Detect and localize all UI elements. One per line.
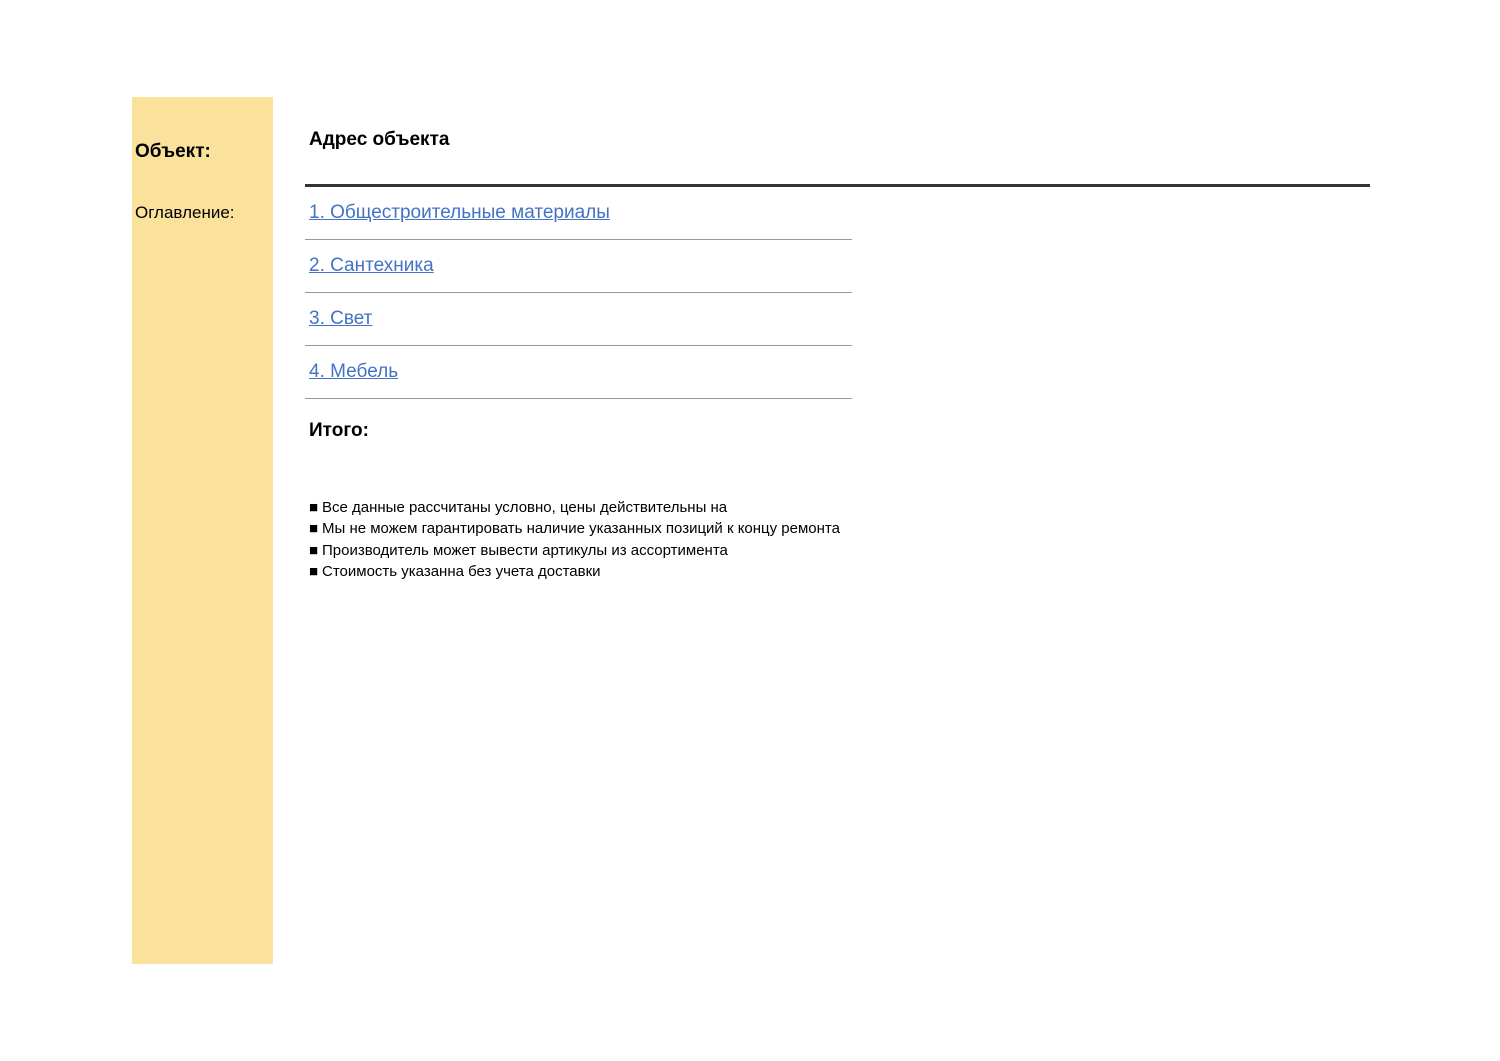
note-text: Стоимость указанна без учета доставки [322, 562, 601, 580]
note-text: Производитель может вывести артикулы из ассортимента [322, 541, 728, 559]
table-of-contents [305, 187, 852, 399]
bullet-icon: ■ [309, 562, 319, 580]
toc-link-general-construction[interactable]: 1. Общестроительные материалы [309, 202, 610, 223]
total-label: Итого: [309, 420, 369, 441]
object-label: Объект: [135, 141, 211, 162]
note-item [309, 540, 840, 561]
toc-label: Оглавление: [135, 203, 235, 222]
toc-item [305, 346, 852, 399]
note-item [309, 497, 840, 518]
toc-item [305, 187, 852, 240]
sidebar-panel [132, 97, 273, 964]
toc-item [305, 293, 852, 346]
toc-link-plumbing[interactable]: 2. Сантехника [309, 255, 434, 276]
bullet-icon: ■ [309, 520, 319, 538]
toc-item [305, 240, 852, 293]
note-item [309, 561, 840, 582]
note-item [309, 518, 840, 539]
note-text: Мы не можем гарантировать наличие указанных позиций к концу ремонта [322, 520, 840, 538]
toc-link-lighting[interactable]: 3. Свет [309, 308, 373, 329]
bullet-icon: ■ [309, 541, 319, 559]
toc-link-furniture[interactable]: 4. Мебель [309, 361, 399, 382]
notes-list [309, 497, 840, 582]
bullet-icon: ■ [309, 499, 319, 516]
object-address: Адрес объекта [309, 129, 450, 150]
note-text: Все данные рассчитаны условно, цены действительны на [322, 499, 728, 516]
